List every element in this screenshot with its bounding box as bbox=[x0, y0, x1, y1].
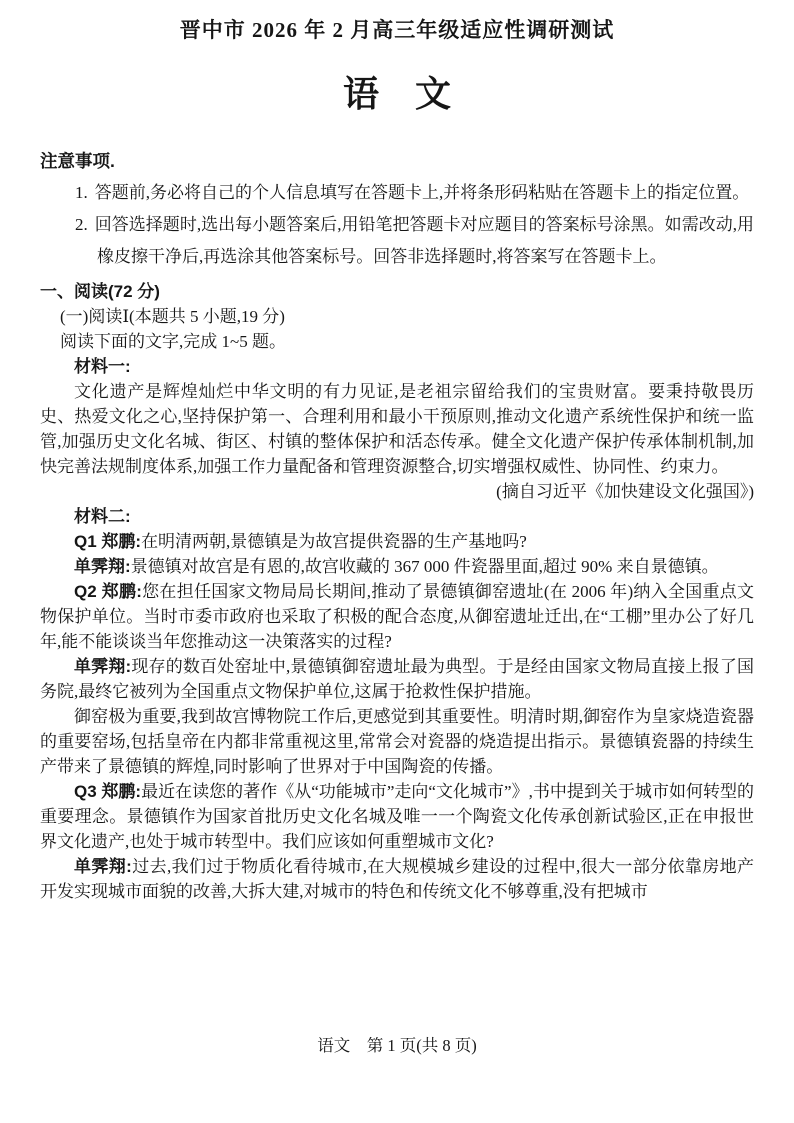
section-subheading: (一)阅读Ⅰ(本题共 5 小题,19 分) bbox=[60, 307, 285, 326]
notice-item bbox=[75, 209, 754, 273]
section-heading: 一、阅读(72 分) bbox=[40, 282, 160, 301]
dialogue-paragraph bbox=[40, 529, 754, 554]
speaker-label: 单霁翔: bbox=[74, 657, 132, 676]
material-one-paragraph: 文化遗产是辉煌灿烂中华文明的有力见证,是老祖宗留给我们的宝贵财富。要秉持敬畏历史、热爱文化之心,坚持保护第一、合理利用和最小干预原则,推动文化遗产系统性保护和统一监管,加强历史文化名城、街区、村镇的整体保护和活态传承。健全文化遗产保护传承体制机制,加快完善法规制度体系,加强工作力量配备和管理资源整合,切实增强权威性、协同性、约束力。 bbox=[40, 382, 754, 476]
exam-body bbox=[40, 279, 754, 904]
dialogue-text: 过去,我们过于物质化看待城市,在大规模城乡建设的过程中,很大一部分依靠房地产开发实现城市面貌的改善,大拆大建,对城市的特色和传统文化不够尊重,没有把城市 bbox=[40, 857, 754, 901]
dialogue-text: 现存的数百处窑址中,景德镇御窑遗址最为典型。于是经由国家文物局直接上报了国务院,最终它被列为全国重点文物保护单位,这属于抢救性保护措施。 bbox=[40, 657, 754, 701]
notice-text: 答题前,务必将自己的个人信息填写在答题卡上,并将条形码粘贴在答题卡上的指定位置。 bbox=[94, 183, 750, 202]
dialogue-text: 最近在读您的著作《从“功能城市”走向“文化城市”》,书中提到关于城市如何转型的重要理念。景德镇作为国家首批历史文化名城及唯一一个陶瓷文化传承创新试验区,正在申报世界文化遗产,也处于城市转型中。我们应该如何重塑城市文化? bbox=[40, 782, 755, 851]
notice-number: 2. bbox=[75, 215, 88, 234]
dialogue-paragraph bbox=[40, 579, 754, 654]
speaker-label: 单霁翔: bbox=[74, 857, 132, 876]
dialogue-paragraph bbox=[40, 654, 754, 704]
material-two-label: 材料二: bbox=[74, 507, 131, 526]
exam-header: 晋中市 2026 年 2 月高三年级适应性调研测试 bbox=[179, 18, 615, 42]
dialogue-text: 御窑极为重要,我到故宫博物院工作后,更感觉到其重要性。明清时期,御窑作为皇家烧造瓷器的重要窑场,包括皇帝在内都非常重视这里,常常会对瓷器的烧造提出指示。景德镇瓷器的持续生产带来了景德镇的辉煌,同时影响了世界对于中国陶瓷的传播。 bbox=[40, 707, 754, 776]
notice-item bbox=[75, 177, 754, 209]
notice-number: 1. bbox=[75, 183, 88, 202]
section-instruction: 阅读下面的文字,完成 1~5 题。 bbox=[60, 332, 286, 351]
dialogue-text: 景德镇对故宫是有恩的,故宫收藏的 367 000 件瓷器里面,超过 90% 来自景德镇。 bbox=[130, 557, 719, 576]
speaker-label: Q3 郑鹏: bbox=[74, 782, 142, 801]
dialogue-paragraph bbox=[40, 704, 754, 779]
speaker-label: Q2 郑鹏: bbox=[74, 582, 142, 601]
exam-title: 语 文 bbox=[342, 73, 451, 114]
dialogue-paragraph bbox=[40, 854, 754, 904]
dialogue-text: 在明清两朝,景德镇是为故宫提供瓷器的生产基地吗? bbox=[141, 532, 527, 551]
notices-section bbox=[40, 145, 754, 273]
material-one-label: 材料一: bbox=[74, 357, 131, 376]
dialogue-text: 您在担任国家文物局局长期间,推动了景德镇御窑遗址(在 2006 年)纳入全国重点文物保护单位。当时市委市政府也采取了积极的配合态度,从御窑遗址迁出,在“工棚”里办公了好几年,能不能谈谈当年您推动这一决策落实的过程? bbox=[40, 582, 755, 651]
speaker-label: Q1 郑鹏: bbox=[74, 532, 142, 551]
dialogue-paragraph bbox=[40, 554, 754, 579]
material-one-attribution: (摘自习近平《加快建设文化强国》) bbox=[496, 482, 754, 501]
speaker-label: 单霁翔: bbox=[74, 557, 131, 576]
notice-text: 回答选择题时,选出每小题答案后,用铅笔把答题卡对应题目的答案标号涂黑。如需改动,用橡皮擦干净后,再选涂其他答案标号。回答非选择题时,将答案写在答题卡上。 bbox=[94, 215, 754, 266]
page-footer: 语文 第 1 页(共 8 页) bbox=[0, 1030, 794, 1060]
dialogue-paragraph bbox=[40, 779, 754, 854]
notices-heading: 注意事项. bbox=[40, 151, 115, 171]
